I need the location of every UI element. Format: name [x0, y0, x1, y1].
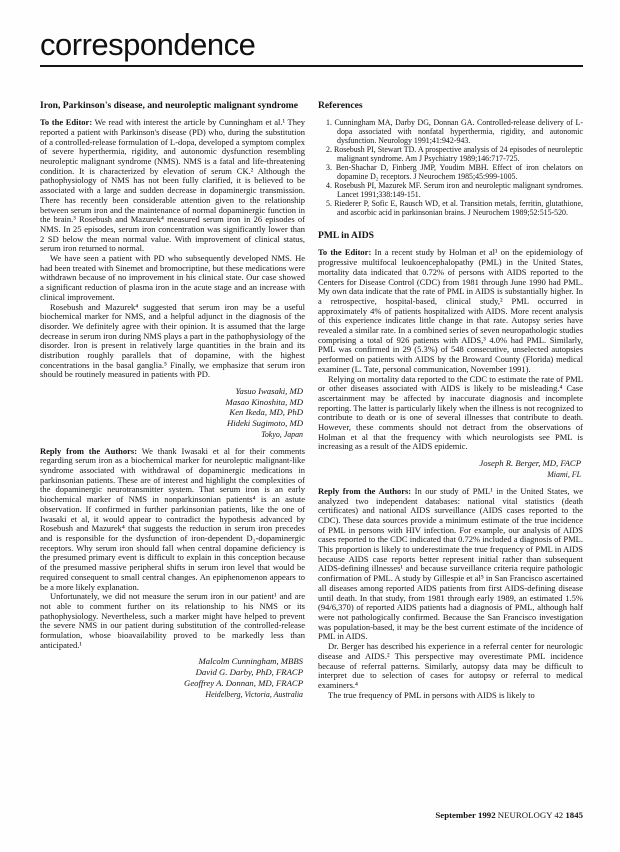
reference-text: Cunningham MA, Darby DG, Donnan GA. Controlled-release delivery of L-dopa associated with nonfatal hyperthermia, rigidity, and autonomic dysfunction. Neurology 1991;41:942-943. [334, 118, 583, 146]
reference-list [318, 118, 583, 217]
signature-name: Yasuo Iwasaki, MD [235, 386, 303, 397]
reference-text: Ben-Shachar D, Finberg JMP, Youdim MBH. Effect of iron chelators on dopamine D₂ receptors. J Neurochem 1985;45:999-1005. [335, 163, 584, 182]
signature-name: Geoffrey A. Donnan, MD, FRACP [184, 677, 303, 688]
right-column [318, 100, 583, 706]
reference-number: 3. [326, 163, 332, 173]
to-the-editor-lead: To the Editor: [318, 247, 372, 258]
letter-title-pml: PML in AIDS [318, 230, 374, 242]
signature-name: Masao Kinoshita, MD [225, 396, 303, 407]
signature-location: Miami, FL [547, 470, 581, 480]
two-column-layout [40, 100, 583, 706]
reply-pml-paragraph-1-text: In our study of PML¹ in the United States, we analyzed two independent databases: national vital statistics (death certificates) and national AIDS surveillance (AIDS cases reported to the CDC). These data sources provide a minimum estimate of the true incidence of PML in persons with HIV infection. For example, our analysis of AIDS cases reported to the CDC indicated that 0.72% included a diagnosis of PML. This proportion is likely to underestimate the true frequency of PML in AIDS because AIDS case reports better represent initial rather than subsequent AIDS-defining illnesses¹ and because surveillance criteria require pathologic confirmation of PML. A study by Gillespie et al⁵ in San Francisco ascertained all diseases among reported AIDS patients from first AIDS-defining disease until death. In that study, from 1981 through early 1989, an estimated 1.5% (94/6,370) of reported AIDS patients had a diagnosis of PML, although half were not pathologically confirmed. Because the San Francisco investigation was population-based, it may be the best current estimate of the incidence of PML in AIDS. [318, 485, 583, 642]
reference-text: Riederer P, Sofic E, Rausch WD, et al. Transition metals, ferritin, glutathione, and ascorbic acid in parkinsonian brains. J Neurochem 1989;52:515-520. [334, 199, 583, 218]
signature-name: David G. Darby, PhD, FRACP [195, 667, 303, 678]
reference-item [318, 118, 583, 145]
reference-number: 5. [326, 199, 332, 209]
letter-pml-signatures [318, 458, 581, 480]
signature-location: Heidelberg, Victoria, Australia [205, 689, 303, 699]
footer-journal-name: NEUROLOGY 42 [497, 810, 564, 820]
letter-iron-paragraph-2: We have seen a patient with PD who subsequently developed NMS. He had been treated with Sinemet and bromocriptine, but these medications were withdrawn because of no improvement in his clinical state. Our case showed a significant reduction of plasma iron in the acute stage and an increase with clinical improvement. [40, 253, 305, 302]
reply-iron-signatures [40, 656, 303, 699]
reply-iron-paragraph-1 [40, 447, 305, 593]
letter-pml-paragraph-2: Relying on mortality data reported to the CDC to estimate the rate of PML or other diseases associated with AIDS is likely to be misleading.⁴ Case ascertainment may be affected by inaccurate diagnosis and incomplete reporting. The latter is particularly likely when the illness is not recognized to contribute to death or is one of several illnesses that contribute to death. However, these comments should not detract from the observations of Holman et al that the frequency with which neurologists see PML is increasing as a result of the AIDS epidemic. [318, 373, 583, 452]
letter-iron-paragraph-3: Rosebush and Mazurek⁴ suggested that serum iron may be a useful biochemical marker for NMS, and a helpful adjunct in the diagnosis of the disorder. We definitely agree with their opinion. It is assumed that the large decrease in serum iron during NMS plays a part in the pathophysiology of the disorder. Iron is present in relatively large quantities in the brain and its distribution roughly parallels that of dopamine, with the highest concentrations in the basal ganglia.⁵ Finally, we emphasize that serum iron should be routinely measured in patients with PD. [40, 301, 305, 380]
reference-item [318, 199, 583, 217]
letter-iron-paragraph-1 [40, 118, 305, 254]
letter-iron-paragraph-1-text: We read with interest the article by Cunningham et al.¹ They reported a patient with Parkinson's disease (PD) who, during the substitution of a controlled-release formulation of L-dopa, developed a symptom complex of severe hyperthermia, rigidity, and autonomic dysfunction resembling neuroleptic malignant syndrome (NMS). NMS is a fatal and life-threatening condition. It is characterized by elevation of serum CK.² Although the pathophysiology of NMS has not been fully clarified, it is believed to be associated with a large and sudden decrease in dopaminergic transmission. There has recently been considerable attention given to the relationship between serum iron and the maintenance of normal dopaminergic function in the brain.³ Rosebush and Mazurek⁴ measured serum iron in 26 episodes of NMS. In 25 episodes, serum iron concentration was significantly lower than 2 SD below the mean normal value. With improvement of clinical status, serum iron returned to normal. [40, 117, 305, 254]
reply-pml-paragraph-2: Dr. Berger has described his experience in a referral center for neurologic disease and AIDS.² This perspective may overestimate PML incidence because of referral patterns. Similarly, autopsy data may be difficult to interpret due to selection of cases for autopsy or referral to medical examiners.⁴ [318, 641, 583, 690]
reply-pml-paragraph-3: The true frequency of PML in persons with AIDS is likely to [328, 689, 535, 700]
reference-text: Rosebush PI, Stewart TD. A prospective analysis of 24 episodes of neuroleptic malignant syndrome. Am J Psychiatry 1989;146:717-725. [333, 145, 583, 164]
masthead-rule [40, 65, 583, 67]
reply-pml-paragraph-1 [318, 487, 583, 642]
letter-pml-paragraph-1 [318, 248, 583, 374]
letter-pml-paragraph-1-text: In a recent study by Holman et al¹ on the epidemiology of progressive multifocal leukoencephalopathy (PML) in the United States, mortality data indicated that 0.72% of persons with AIDS reported to the Centers for Disease Control (CDC) from 1981 through June 1990 had PML. My own data indicate that the rate of PML in AIDS is substantially higher. In a retrospective, hospital-based, clinical study,² PML occurred in approximately 4% of patients hospitalized with AIDS. More recent analysis of this experience indicates little change in that rate. Autopsy series have revealed a similar rate. In a combined series of seven neuropathologic studies comprising a total of 926 patients with AIDS,³ 4.0% had PML. Similarly, PML was confirmed in 29 (5.3%) of 548 consecutive, unselected autopsies performed on patients with AIDS by the Broward County (Florida) medical examiner (L. Tate, personal communication, November 1991). [318, 247, 583, 374]
letter-iron-signatures [40, 386, 303, 439]
reply-from-authors-lead: Reply from the Authors: [318, 485, 412, 496]
section-masthead: correspondence [40, 27, 256, 62]
signature-name: Hideki Sugimoto, MD [226, 417, 303, 428]
reference-item [318, 181, 583, 199]
signature-location: Tokyo, Japan [261, 430, 303, 440]
reply-iron-paragraph-1-text: We thank Iwasaki et al for their comments regarding serum iron as a biochemical marker for neuroleptic malignant-like syndrome associated with withdrawal of dopaminergic medications in parkinsonian patients. These are of interest and highlight the complexities of the dopaminergic neurotransmitter system. That serum iron is an early biochemical marker of NMS in nonparkinsonian patients⁴ is an astute observation. If confirmed in further parkinsonian patients, like the one of Iwasaki et al, it would appear to contradict the hypothesis advanced by Rosebush and Mazurek⁴ that suggests the reduction in serum iron precedes and is responsible for the dysfunction of iron-dependent D₂-dopaminergic receptors. Why serum iron should fall when central dopamine deficiency is the presumed primary event is difficult to explain in this conception because of the presumed massive peripheral shifts in serum iron level that would be required consequent to small central changes. An epiphenomenon appears to be a more likely explanation. [40, 445, 305, 592]
to-the-editor-lead: To the Editor: [40, 117, 93, 128]
reference-number: 4. [326, 181, 332, 191]
reference-item [318, 145, 583, 163]
page-footer [435, 810, 583, 820]
reference-number: 1. [326, 118, 332, 128]
reference-item [318, 163, 583, 181]
reference-text: Rosebush PI, Mazurek MF. Serum iron and neuroleptic malignant syndromes. Lancet 1991;338:149-151. [334, 181, 583, 200]
signature-name: Ken Ikeda, MD, PhD [229, 407, 303, 418]
reply-from-authors-lead: Reply from the Authors: [40, 445, 138, 456]
signature-name: Joseph R. Berger, MD, FACP [479, 458, 581, 469]
letter-title-iron: Iron, Parkinson's disease, and neuroleptic malignant syndrome [40, 100, 299, 111]
signature-name: Malcolm Cunningham, MBBS [198, 656, 303, 667]
reference-number: 2. [326, 145, 332, 155]
footer-page-number: 1845 [565, 810, 583, 820]
footer-issue-date: September 1992 [435, 810, 496, 820]
references-heading: References [318, 100, 363, 111]
reply-iron-paragraph-2: Unfortunately, we did not measure the serum iron in our patient¹ and are not able to comment further on its relationship to his NMS or its pathophysiology. Nevertheless, such a marker might have helped to prevent the severe NMS in our patient during substitution of the controlled-release formulation, whose bioavailability proved to be markedly less than anticipated.¹ [40, 591, 305, 650]
left-column [40, 100, 305, 706]
